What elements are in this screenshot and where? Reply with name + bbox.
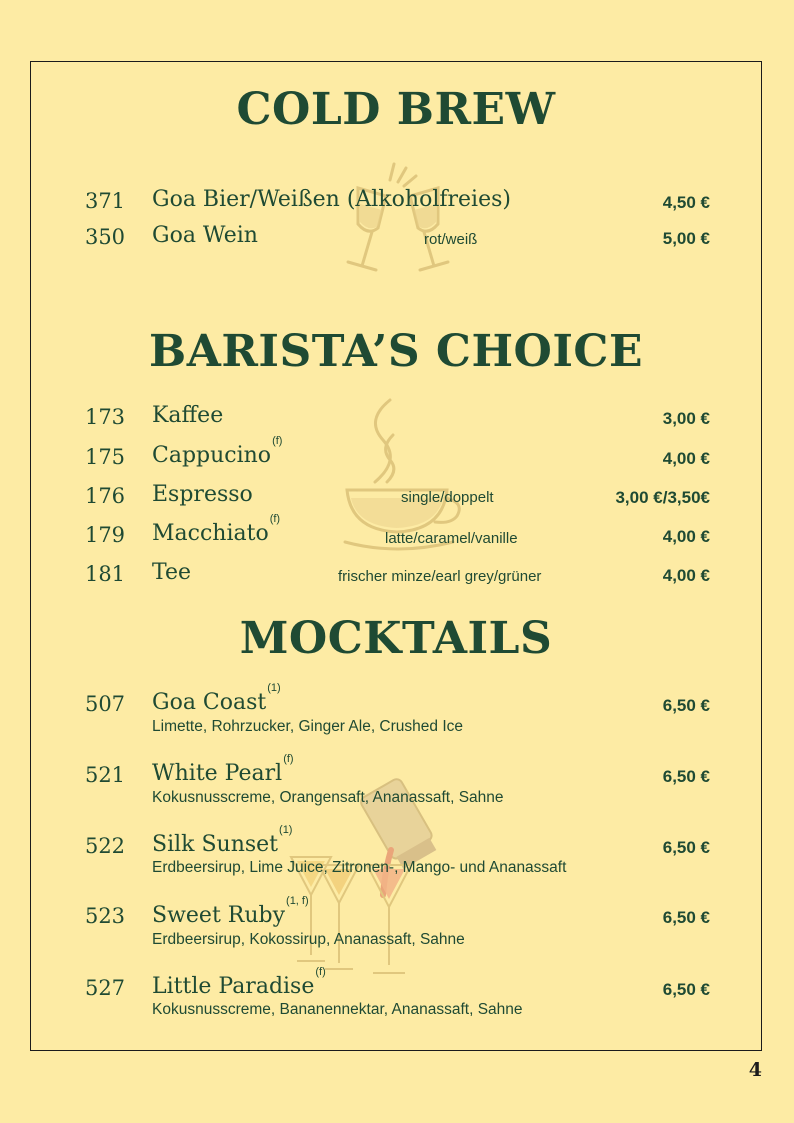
item-price: 6,50 € bbox=[662, 908, 710, 927]
item-price: 4,00 € bbox=[662, 527, 710, 546]
item-name: Kaffee bbox=[152, 403, 224, 428]
item-price: 3,00 €/3,50€ bbox=[615, 488, 710, 507]
item-number: 179 bbox=[84, 523, 126, 547]
item-price: 6,50 € bbox=[662, 767, 710, 786]
item-number: 523 bbox=[84, 904, 126, 928]
item-price: 4,50 € bbox=[662, 193, 710, 212]
item-name: Goa Wein bbox=[152, 223, 258, 248]
item-price: 6,50 € bbox=[662, 838, 710, 857]
item-name: Tee bbox=[152, 560, 192, 585]
champagne-glasses-icon bbox=[328, 158, 468, 278]
item-number: 176 bbox=[84, 484, 126, 508]
item-description: latte/caramel/vanille bbox=[385, 530, 518, 547]
allergen-note: (1, f) bbox=[286, 895, 309, 907]
allergen-note: (f) bbox=[283, 753, 294, 765]
item-number: 507 bbox=[84, 692, 126, 716]
item-price: 3,00 € bbox=[662, 409, 710, 428]
item-name: Espresso bbox=[152, 482, 253, 507]
allergen-note: (f) bbox=[272, 435, 283, 447]
item-description: single/doppelt bbox=[401, 489, 494, 506]
item-description: rot/weiß bbox=[424, 231, 478, 248]
item-ingredients: Kokusnusscreme, Bananennektar, Ananassaft, Sahne bbox=[152, 1001, 523, 1018]
item-number: 522 bbox=[84, 834, 126, 858]
item-name: Goa Coast$^{(1)}$ bbox=[152, 682, 281, 715]
item-name: Sweet Ruby$^{(1, f)}$ bbox=[152, 895, 309, 928]
item-name: Macchiato$^{(f)}$ bbox=[152, 513, 281, 546]
item-name: Cappucino$^{(f)}$ bbox=[152, 435, 283, 468]
item-number: 371 bbox=[84, 189, 126, 213]
item-price: 4,00 € bbox=[662, 566, 710, 585]
section-title-baristas-choice: BARISTA’S CHOICE bbox=[149, 326, 643, 377]
item-name: Little Paradise$^{(f)}$ bbox=[152, 966, 326, 999]
allergen-note: (f) bbox=[315, 966, 326, 978]
item-ingredients: Erdbeersirup, Kokossirup, Ananassaft, Sahne bbox=[152, 931, 465, 948]
page-number: 4 bbox=[748, 1059, 762, 1081]
item-number: 521 bbox=[84, 763, 126, 787]
item-price: 6,50 € bbox=[662, 696, 710, 715]
allergen-note: (1) bbox=[267, 682, 281, 694]
item-number: 173 bbox=[84, 405, 126, 429]
item-name: White Pearl$^{(f)}$ bbox=[152, 753, 294, 786]
item-price: 6,50 € bbox=[662, 980, 710, 999]
item-ingredients: Kokusnusscreme, Orangensaft, Ananassaft, Sahne bbox=[152, 789, 504, 806]
section-title-mocktails: MOCKTAILS bbox=[239, 613, 553, 664]
item-number: 175 bbox=[84, 445, 126, 469]
item-price: 5,00 € bbox=[662, 229, 710, 248]
item-number: 181 bbox=[84, 562, 126, 586]
allergen-note: (1) bbox=[279, 824, 293, 836]
item-name: Goa Bier/Weißen (Alkoholfreies) bbox=[152, 187, 511, 212]
item-ingredients: Limette, Rohrzucker, Ginger Ale, Crushed Ice bbox=[152, 718, 464, 735]
allergen-note: (f) bbox=[269, 513, 281, 525]
section-title-cold-brew: COLD BREW bbox=[236, 84, 556, 135]
item-name: Silk Sunset$^{(1)}$ bbox=[152, 824, 293, 857]
item-ingredients: Erdbeersirup, Lime Juice, Zitronen-, Mango- und Ananassaft bbox=[152, 859, 567, 876]
item-number: 350 bbox=[84, 225, 126, 249]
item-description: frischer minze/earl grey/grüner bbox=[338, 568, 542, 585]
item-price: 4,00 € bbox=[662, 449, 710, 468]
item-number: 527 bbox=[84, 976, 126, 1000]
